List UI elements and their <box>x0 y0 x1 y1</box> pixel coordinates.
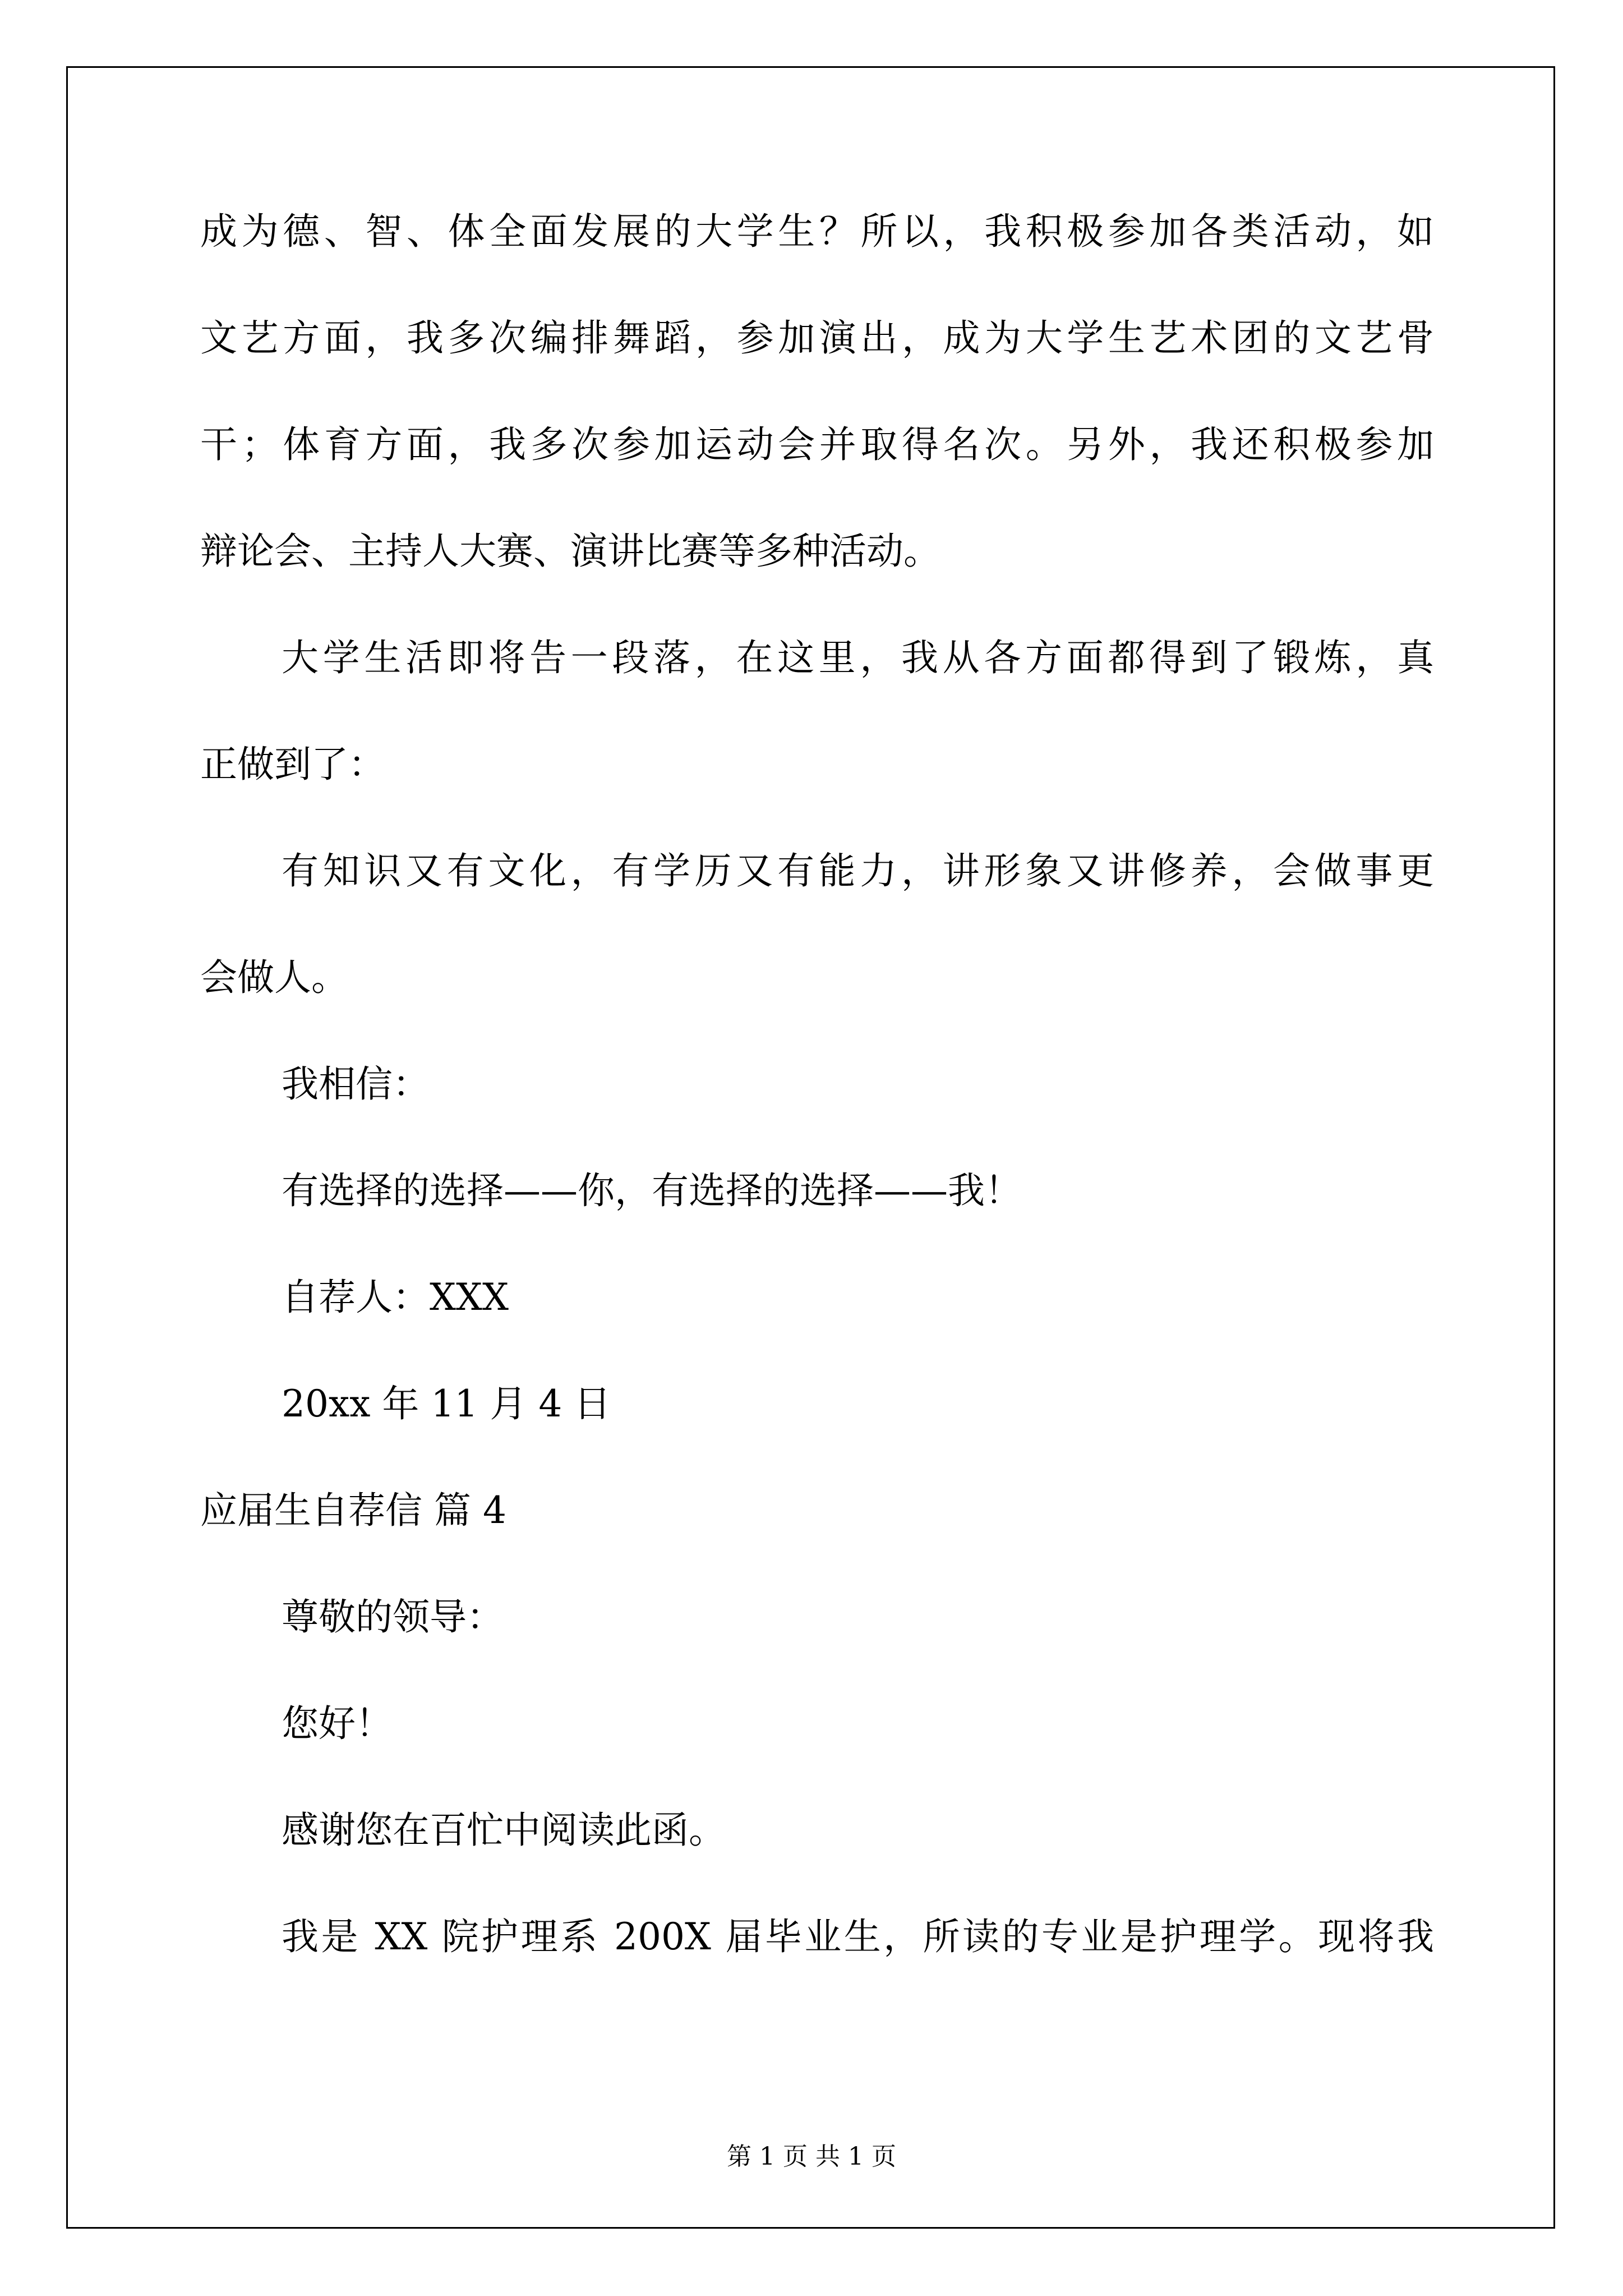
date-line: 20xx 年 11 月 4 日 <box>282 1382 611 1425</box>
text-line: 有选择的选择——你，有选择的选择——我！ <box>282 1169 1022 1212</box>
page-border <box>66 66 1555 2229</box>
text-line: 我相信： <box>282 1062 430 1106</box>
text-line: 有知识又有文化，有学历又有能力，讲形象又讲修养，会做事更 <box>282 849 1434 892</box>
salutation: 尊敬的领导： <box>282 1595 504 1639</box>
greeting: 您好！ <box>282 1702 393 1745</box>
text-line: 干；体育方面，我多次参加运动会并取得名次。另外，我还积极参加 <box>200 423 1434 466</box>
text-line: 会做人。 <box>200 956 348 999</box>
text-line: 辩论会、主持人大赛、演讲比赛等多种活动。 <box>200 530 940 573</box>
text-line: 大学生活即将告一段落，在这里，我从各方面都得到了锻炼，真 <box>282 636 1434 679</box>
text-line: 感谢您在百忙中阅读此函。 <box>282 1809 726 1852</box>
text-line: 文艺方面，我多次编排舞蹈，参加演出，成为大学生艺术团的文艺骨 <box>200 316 1434 360</box>
section-heading: 应届生自荐信 篇 4 <box>200 1489 506 1532</box>
text-line: 我是 XX 院护理系 200X 届毕业生，所读的专业是护理学。现将我 <box>282 1915 1434 1958</box>
signature-line: 自荐人：XXX <box>282 1276 509 1319</box>
text-line: 成为德、智、体全面发展的大学生？所以，我积极参加各类活动，如 <box>200 210 1434 253</box>
text-line: 正做到了： <box>200 743 385 786</box>
page-footer: 第 1 页 共 1 页 <box>727 2142 896 2171</box>
